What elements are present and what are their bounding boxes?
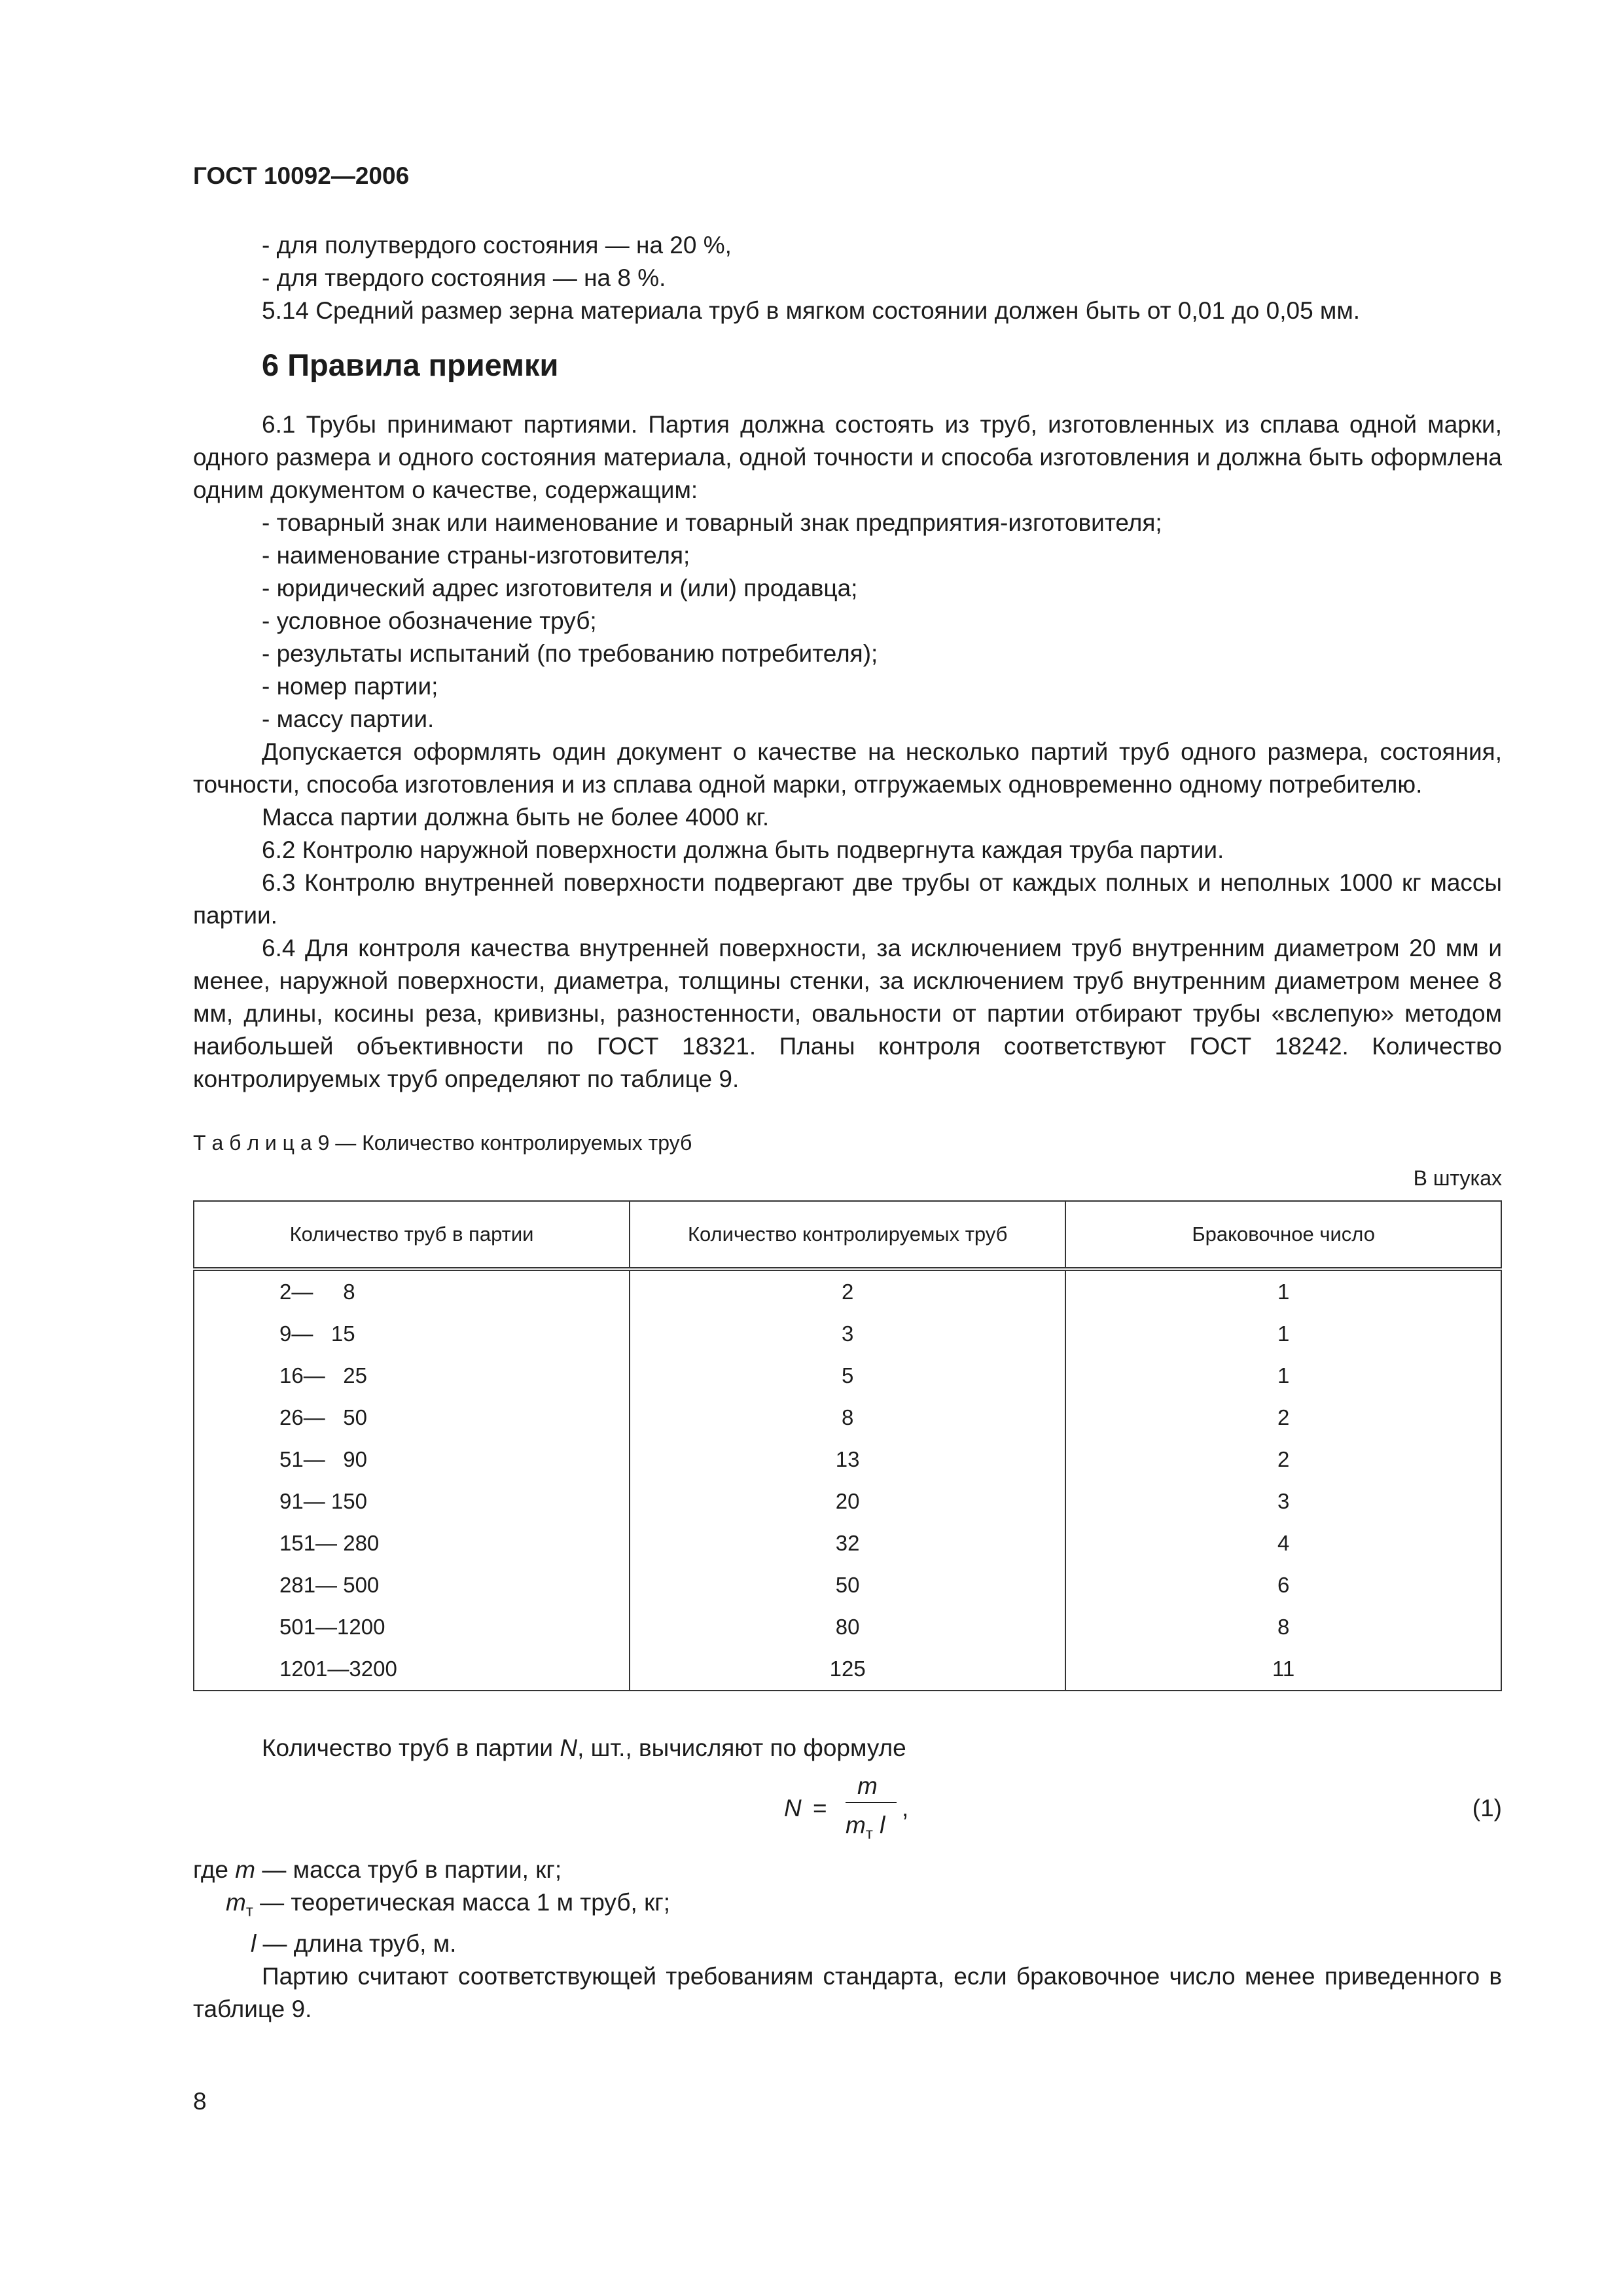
clause-6-4: 6.4 Для контроля качества внутренней поверхности, за исключением труб внутренним диаметром 20 мм и менее, наружной поверхности, диаметра, толщины стенки, за исключением труб внутренним диаметром менее 8 мм, длины, косины реза, кривизны, разностенности, овальности от партии отбирают трубы «вслепую» методом наибольшей объективности по ГОСТ 18321. Планы контроля соответствуют ГОСТ 18242. Количество контролируемых труб определяют по таблице 9. (193, 935, 1502, 1092)
where-variable: l (251, 1930, 257, 1958)
where-variable: m (226, 1889, 246, 1916)
list-item: - товарный знак или наименование и товарный знак предприятия-изготовителя; (262, 509, 1162, 536)
formula-lhs: N (784, 1795, 802, 1821)
page-number: 8 (193, 2088, 207, 2115)
batch-size-cell: 51— 90 (194, 1439, 630, 1480)
sample-size-cell: 32 (630, 1522, 1065, 1564)
rejection-number-cell: 2 (1065, 1397, 1501, 1439)
clause-6-2: 6.2 Контролю наружной поверхности должна быть подвергнута каждая труба партии. (262, 836, 1224, 863)
formula-intro (193, 1732, 1502, 1765)
batch-size-cell: 501—1200 (194, 1606, 630, 1648)
where-line-m (193, 1854, 1502, 1886)
where-subscript: т (245, 1902, 253, 1920)
column-header: Браковочное число (1065, 1201, 1501, 1269)
list-item: - массу партии. (262, 706, 435, 732)
formula-numerator: m (857, 1772, 878, 1799)
where-variable: m (235, 1856, 256, 1883)
formula-number: (1) (1472, 1795, 1502, 1821)
sample-size-cell: 2 (630, 1269, 1065, 1313)
table-row (194, 1606, 1501, 1648)
table-units: В штуках (1413, 1166, 1502, 1190)
where-text: где (193, 1856, 236, 1883)
page-content (193, 229, 1502, 2026)
rejection-number-cell: 3 (1065, 1480, 1501, 1522)
column-header: Количество контролируемых труб (630, 1201, 1065, 1269)
paragraph-allow: Допускается оформлять один документ о качестве на несколько партий труб одного размера, состояния, точности, способа изготовления и из сплава одной марки, отгружаемых одновременно одному потребителю. (193, 738, 1502, 798)
table-row (194, 1269, 1501, 1313)
list-item: - условное обозначение труб; (262, 607, 597, 634)
sample-size-cell: 13 (630, 1439, 1065, 1480)
rejection-number-cell: 2 (1065, 1439, 1501, 1480)
denominator-mass: m (846, 1812, 866, 1839)
where-text: — масса труб в партии, кг; (255, 1856, 562, 1883)
formula-comma: , (902, 1795, 909, 1821)
clause-6-1: 6.1 Трубы принимают партиями. Партия должна состоять из труб, изготовленных из сплава одной марки, одного размера и одного состояния материала, одной точности и способа изготовления и должна быть оформлена одним документом о качестве, содержащим: (193, 411, 1502, 503)
batch-size-cell: 281— 500 (194, 1564, 630, 1606)
table-row (194, 1355, 1501, 1397)
sample-size-cell: 50 (630, 1564, 1065, 1606)
table-row (194, 1397, 1501, 1439)
formula-intro-text: Количество труб в партии (262, 1734, 560, 1761)
formula-intro-text: , шт., вычисляют по формуле (577, 1734, 906, 1761)
table-row (194, 1313, 1501, 1355)
table-row (194, 1480, 1501, 1522)
formula-intro-variable: N (560, 1734, 578, 1761)
batch-size-cell: 91— 150 (194, 1480, 630, 1522)
sample-size-cell: 20 (630, 1480, 1065, 1522)
sample-size-cell: 8 (630, 1397, 1065, 1439)
list-item: - наименование страны-изготовителя; (262, 542, 690, 569)
batch-size-cell: 2— 8 (194, 1269, 630, 1313)
paragraph-mass: Масса партии должна быть не более 4000 кг. (262, 804, 770, 831)
fraction-bar (846, 1802, 897, 1803)
where-line-mt (193, 1886, 1502, 1928)
table-row (194, 1522, 1501, 1564)
formula-block (193, 1770, 1502, 1847)
where-line-l (193, 1928, 1502, 1960)
list-item: - для твердого состояния — на 8 %. (262, 264, 666, 291)
batch-size-cell: 1201—3200 (194, 1648, 630, 1691)
batch-size-cell: 9— 15 (194, 1313, 630, 1355)
batch-size-cell: 16— 25 (194, 1355, 630, 1397)
list-item: - результаты испытаний (по требованию потребителя); (262, 640, 878, 667)
table-row (194, 1564, 1501, 1606)
formula-denominator (846, 1809, 885, 1850)
sample-size-cell: 3 (630, 1313, 1065, 1355)
rejection-number-cell: 11 (1065, 1648, 1501, 1691)
list-item: - для полутвердого состояния — на 20 %, (262, 232, 732, 259)
rejection-number-cell: 1 (1065, 1355, 1501, 1397)
table-row (194, 1439, 1501, 1480)
paragraph-final: Партию считают соответствующей требованиям стандарта, если браковочное число менее приведенного в таблице 9. (193, 1963, 1502, 2023)
table-row (194, 1648, 1501, 1691)
sample-size-cell: 125 (630, 1648, 1065, 1691)
clause-6-3: 6.3 Контролю внутренней поверхности подвергают две трубы от каждых полных и неполных 1000 кг массы партии. (193, 869, 1502, 929)
sample-size-cell: 5 (630, 1355, 1065, 1397)
batch-size-cell: 26— 50 (194, 1397, 630, 1439)
formula-equals: = (813, 1795, 827, 1821)
batch-size-cell: 151— 280 (194, 1522, 630, 1564)
where-text: — теоретическая масса 1 м труб, кг; (253, 1889, 671, 1916)
rejection-number-cell: 6 (1065, 1564, 1501, 1606)
clause-5-14: 5.14 Средний размер зерна материала труб в мягком состоянии должен быть от 0,01 до 0,05 мм. (262, 297, 1361, 324)
formula (784, 1770, 941, 1847)
rejection-number-cell: 1 (1065, 1269, 1501, 1313)
list-item: - юридический адрес изготовителя и (или) продавца; (262, 575, 858, 601)
rejection-number-cell: 4 (1065, 1522, 1501, 1564)
rejection-number-cell: 1 (1065, 1313, 1501, 1355)
denominator-length: l (880, 1812, 885, 1839)
section-title: 6 Правила приемки (262, 348, 559, 382)
denominator-subscript: т (865, 1825, 873, 1843)
rejection-number-cell: 8 (1065, 1606, 1501, 1648)
inspection-table (193, 1200, 1502, 1691)
document-code: ГОСТ 10092—2006 (193, 162, 410, 189)
column-header: Количество труб в партии (194, 1201, 630, 1269)
where-text: — длина труб, м. (256, 1930, 457, 1958)
list-item: - номер партии; (262, 673, 438, 700)
table-header-row (194, 1201, 1501, 1269)
table-caption: Т а б л и ц а 9 — Количество контролируемых труб (193, 1131, 692, 1155)
sample-size-cell: 80 (630, 1606, 1065, 1648)
